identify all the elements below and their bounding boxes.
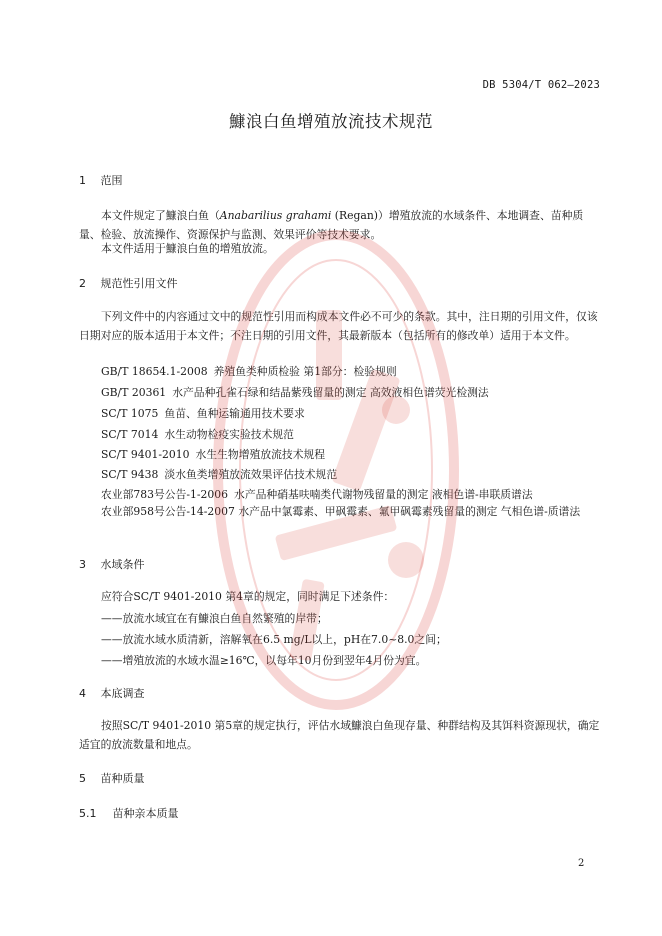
reference-name: 淡水鱼类增殖放流效果评估技术规范 xyxy=(164,468,338,481)
condition-item: ——增殖放流的水域水温≥16℃，以每年10月份到翌年4月份为宜。 xyxy=(101,654,427,667)
reference-code: SC/T 9401-2010 xyxy=(101,448,190,461)
document-title: 鱇浪白鱼增殖放流技术规范 xyxy=(229,112,433,131)
reference-item xyxy=(101,364,397,379)
reference-code: SC/T 1075 xyxy=(101,407,159,420)
section-number: 4 xyxy=(79,687,86,700)
reference-item xyxy=(101,385,489,400)
reference-code: GB/T 18654.1-2008 xyxy=(101,365,208,378)
reference-item xyxy=(101,467,337,482)
reference-code: GB/T 20361 xyxy=(101,386,167,399)
reference-item xyxy=(101,487,533,502)
page-number: 2 xyxy=(578,858,585,869)
reference-name: 水产品种孔雀石绿和结晶紫残留量的测定 高效液相色谱荧光检测法 xyxy=(172,386,489,399)
section-number: 2 xyxy=(79,277,86,290)
section-number: 5 xyxy=(79,772,86,785)
reference-name: 水生动物检疫实验技术规范 xyxy=(164,428,294,441)
reference-item xyxy=(101,447,325,462)
section-2-heading xyxy=(79,275,178,291)
reference-item xyxy=(101,427,294,442)
section-1-heading xyxy=(79,172,123,188)
section-5-1-heading xyxy=(79,805,179,821)
section-number: 3 xyxy=(79,558,86,571)
scope-text-after: (Regan)）增殖放流的水域条件、本地调查、苗种质量、检验、放流操作、资源保护与监测、效果评价等技术要求。 xyxy=(79,209,584,241)
reference-name: 鱼苗、鱼种运输通用技术要求 xyxy=(164,407,305,420)
references-intro: 下列文件中的内容通过文中的规范性引用而构成本文件必不可少的条款。其中，注日期的引用文件，仅该日期对应的版本适用于本文件；不注日期的引用文件，其最新版本（包括所有的修改单）适用于本文件。 xyxy=(79,310,598,342)
reference-item-wrapped: 农业部958号公告-14-2007 水产品中氯霉素、甲砜霉素、氟甲砜霉素残留量的测定 气相色谱-质谱法 xyxy=(101,505,581,518)
reference-code: SC/T 9438 xyxy=(101,468,159,481)
scope-paragraph-2: 本文件适用于鱇浪白鱼的增殖放流。 xyxy=(101,242,274,255)
section-4-heading xyxy=(79,685,145,701)
section-title: 规范性引用文件 xyxy=(100,277,178,290)
section-3-heading xyxy=(79,556,145,572)
section-title: 本底调查 xyxy=(100,687,145,700)
standard-code: DB 5304/T 062—2023 xyxy=(482,79,600,91)
section-title: 范围 xyxy=(100,174,123,187)
section-number: 1 xyxy=(79,174,86,187)
reference-name: 养殖鱼类种质检验 第1部分：检验规则 xyxy=(213,365,397,378)
reference-name: 水生生物增殖放流技术规程 xyxy=(195,448,326,461)
baseline-survey-paragraph: 按照SC/T 9401-2010 第5章的规定执行，评估水域鱇浪白鱼现存量、种群结构及其饵料资源现状，确定适宜的放流数量和地点。 xyxy=(79,719,600,751)
reference-code: SC/T 7014 xyxy=(101,428,159,441)
condition-item: ——放流水域水质清新，溶解氧在6.5 mg/L以上，pH在7.0~8.0之间； xyxy=(101,633,447,646)
condition-item: ——放流水域宜在有鱇浪白鱼自然繁殖的岸带； xyxy=(101,612,328,625)
reference-code: 农业部783号公告-1-2006 xyxy=(101,488,229,501)
reference-name: 水产品种硝基呋喃类代谢物残留量的测定 液相色谱-串联质谱法 xyxy=(234,488,533,501)
section-title: 苗种质量 xyxy=(100,772,145,785)
section-5-heading xyxy=(79,770,145,786)
scope-text-before: 本文件规定了鱇浪白鱼（ xyxy=(101,209,220,222)
reference-item xyxy=(101,406,305,421)
latin-name: Anabarilius grahami xyxy=(219,209,332,222)
section-title: 水域条件 xyxy=(100,558,145,571)
section-title: 苗种亲本质量 xyxy=(112,807,179,820)
section-number: 5.1 xyxy=(79,807,97,820)
water-conditions-intro: 应符合SC/T 9401-2010 第4章的规定，同时满足下述条件： xyxy=(101,590,395,603)
